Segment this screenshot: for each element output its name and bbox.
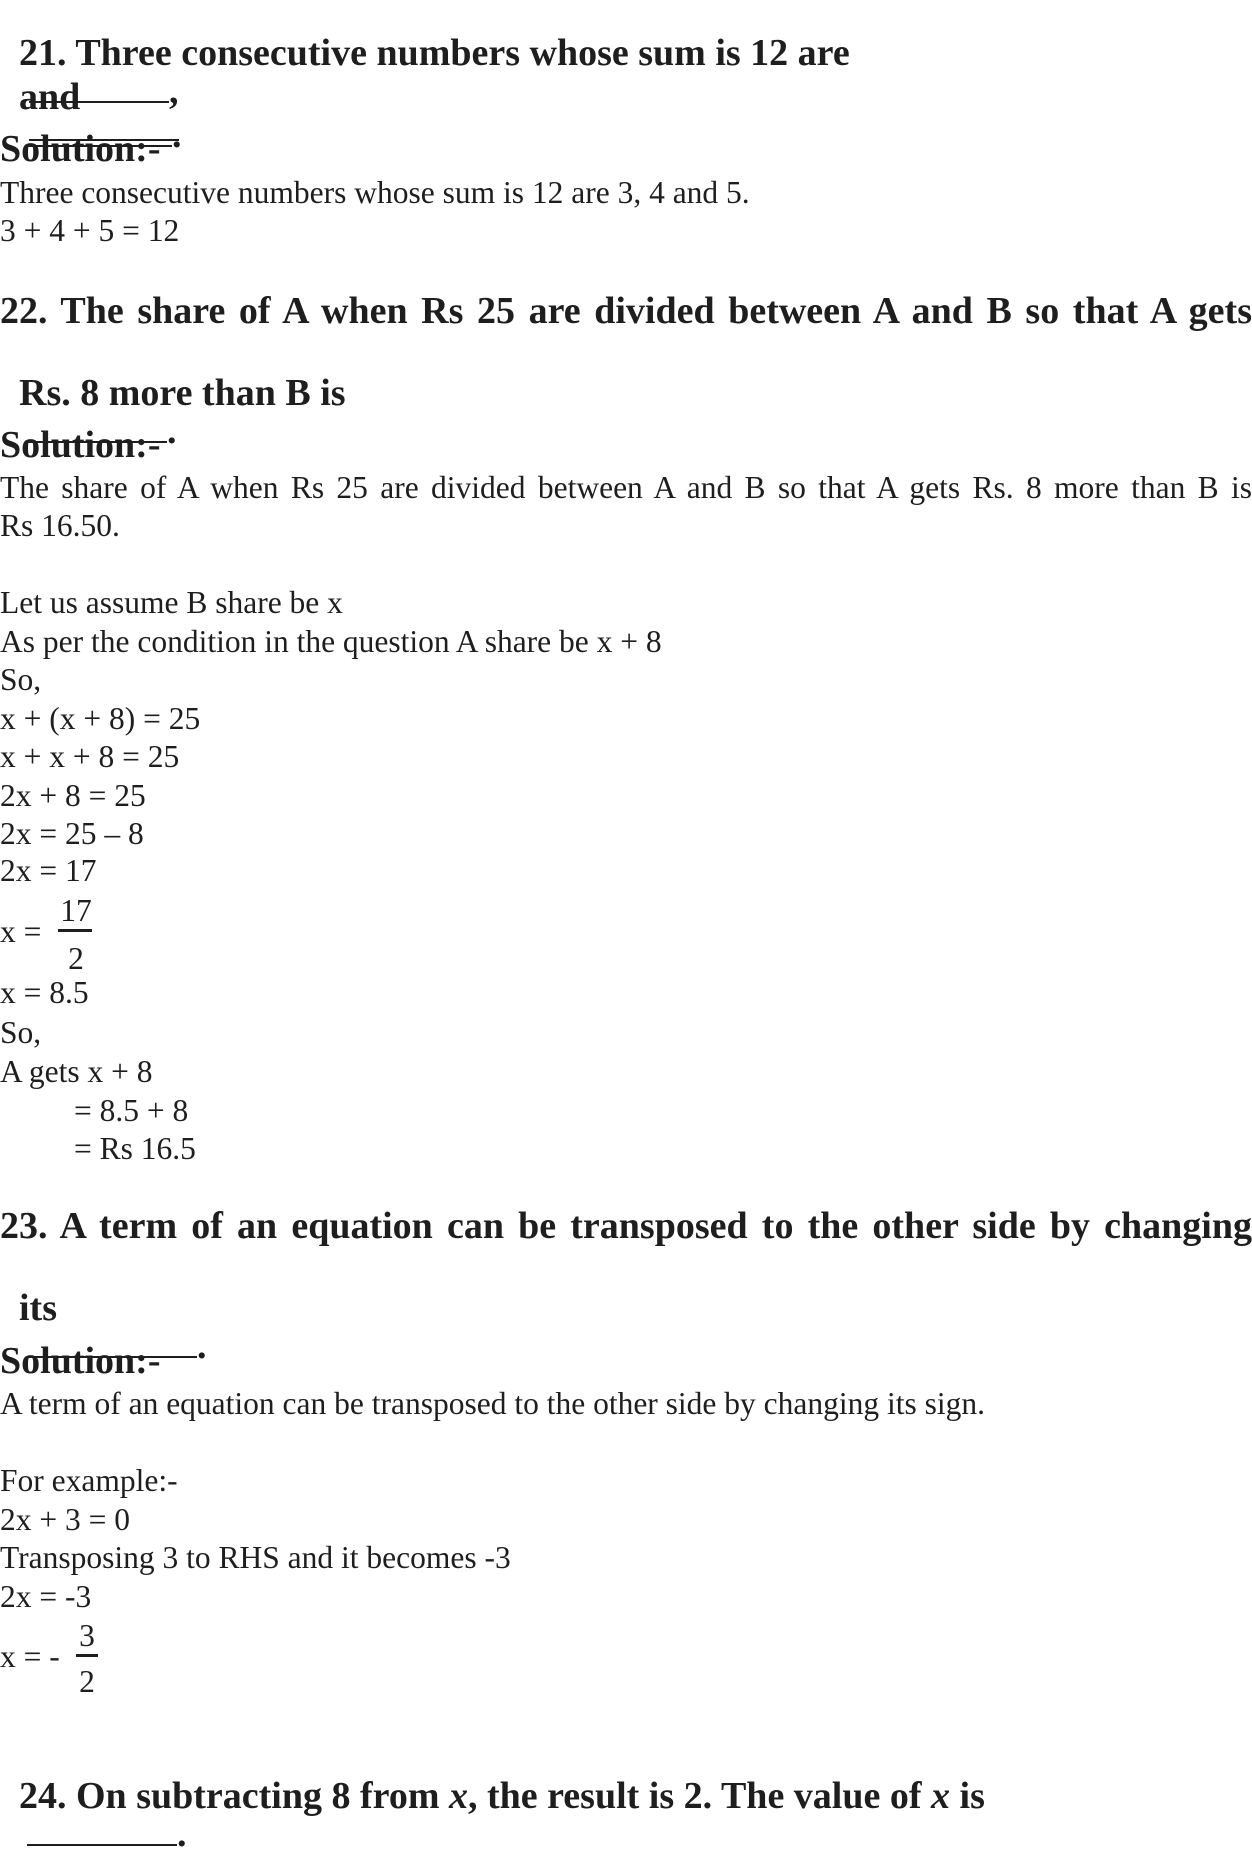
equation-x-equals-minus: x = - [0,1639,68,1674]
equation-line: = Rs 16.5 [74,1131,196,1166]
variable-x: x [448,1775,468,1817]
solution-22-line-4: As per the condition in the question A share be x + 8 [0,624,662,659]
equation-line: A gets x + 8 [0,1054,153,1089]
comma: , [169,70,179,112]
equation-line: 2x = 17 [0,853,97,888]
period: . [177,1813,187,1855]
question-23-text-cont: its [19,1287,57,1329]
fraction-bar [58,929,92,932]
numerator: 17 [60,893,92,928]
solution-23-line-2: For example:- [0,1463,178,1498]
denominator: 2 [79,1664,95,1699]
solution-22-line-5: So, [0,662,42,697]
numerator: 3 [79,1618,95,1653]
solution-21-line-1: Three consecutive numbers whose sum is 12 are 3, 4 and 5. [0,175,750,210]
solution-heading-22: Solution:- [0,424,161,466]
equation-line: x + x + 8 = 25 [0,739,180,774]
question-24-line-1 [0,1739,985,1853]
solution-22-line-1: The share of A when Rs 25 are divided between A and B so that A gets Rs. 8 more than B is [0,470,1252,505]
solution-23-line-4: Transposing 3 to RHS and it becomes -3 [0,1540,511,1575]
equation-line: 2x + 8 = 25 [0,778,146,813]
solution-22-so: So, [0,1015,42,1050]
equation-line: x = 8.5 [0,975,89,1010]
question-22-text-cont: Rs. 8 more than B is [19,372,346,414]
denominator: 2 [68,941,84,976]
equation-line: 2x + 3 = 0 [0,1502,131,1537]
equation-x-equals: x = [0,914,50,949]
variable-x: x [931,1775,951,1817]
period: . [172,114,182,156]
question-23-line-1: 23. A term of an equation can be transposed to the other side by changing [0,1205,1252,1247]
equation-line: 2x = -3 [0,1579,92,1614]
solution-22-line-3: Let us assume B share be x [0,585,343,620]
question-21-text-cont: and [19,76,81,118]
period: . [197,1325,207,1367]
question-24-text: is [950,1775,985,1817]
solution-21-line-2: 3 + 4 + 5 = 12 [0,213,180,248]
answer-blank-6 [27,1818,177,1846]
equation-line: x + (x + 8) = 25 [0,701,201,736]
solution-22-line-2: Rs 16.50. [0,508,120,543]
fraction-bar [76,1654,98,1657]
question-21-text: 21. Three consecutive numbers whose sum is 12 are [19,32,850,74]
period: . [167,410,177,452]
solution-23-line-1: A term of an equation can be transposed to the other side by changing its sign. [0,1386,986,1421]
solution-heading-23: Solution:- [0,1340,161,1382]
question-24-text: , the result is 2. The value of [467,1775,932,1817]
equation-line: = 8.5 + 8 [74,1093,189,1128]
question-24-text: 24. On subtracting 8 from [19,1775,449,1817]
solution-heading-21: Solution:- [0,128,161,170]
equation-line: 2x = 25 – 8 [0,816,144,851]
question-22-line-1: 22. The share of A when Rs 25 are divided between A and B so that A gets [0,290,1252,332]
